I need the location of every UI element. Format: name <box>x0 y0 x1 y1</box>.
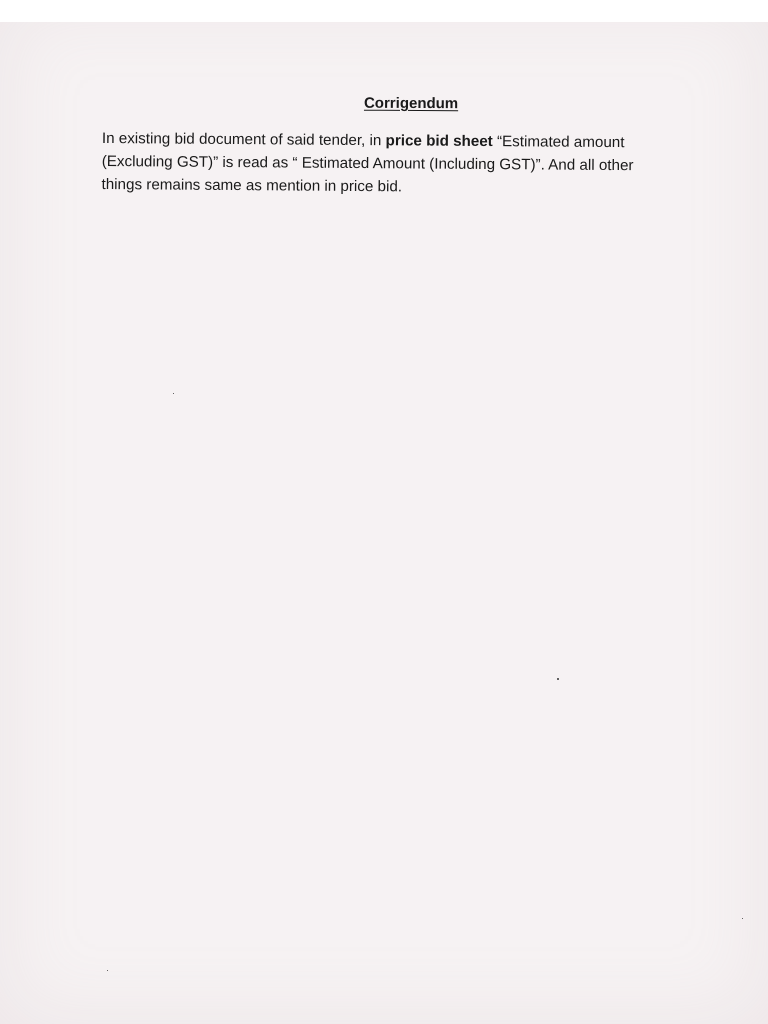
body-line-1-bold: price bid sheet <box>385 132 493 151</box>
scan-speck <box>742 918 743 919</box>
document-title: Corrigendum <box>363 94 459 113</box>
page-top-edge <box>0 0 768 22</box>
body-line-1-start: In existing bid document of said tender, in <box>101 129 386 150</box>
body-line-1-end: “Estimated amount <box>492 133 625 152</box>
body-line-2: (Excluding GST)” is read as “ Estimated Amount (Including GST)”. And all other <box>101 152 634 175</box>
document-body <box>101 127 702 201</box>
scan-speck <box>557 678 559 680</box>
body-line-3: things remains same as mention in price bid. <box>101 175 403 196</box>
scan-speck <box>173 393 174 394</box>
scan-speck <box>107 970 108 971</box>
